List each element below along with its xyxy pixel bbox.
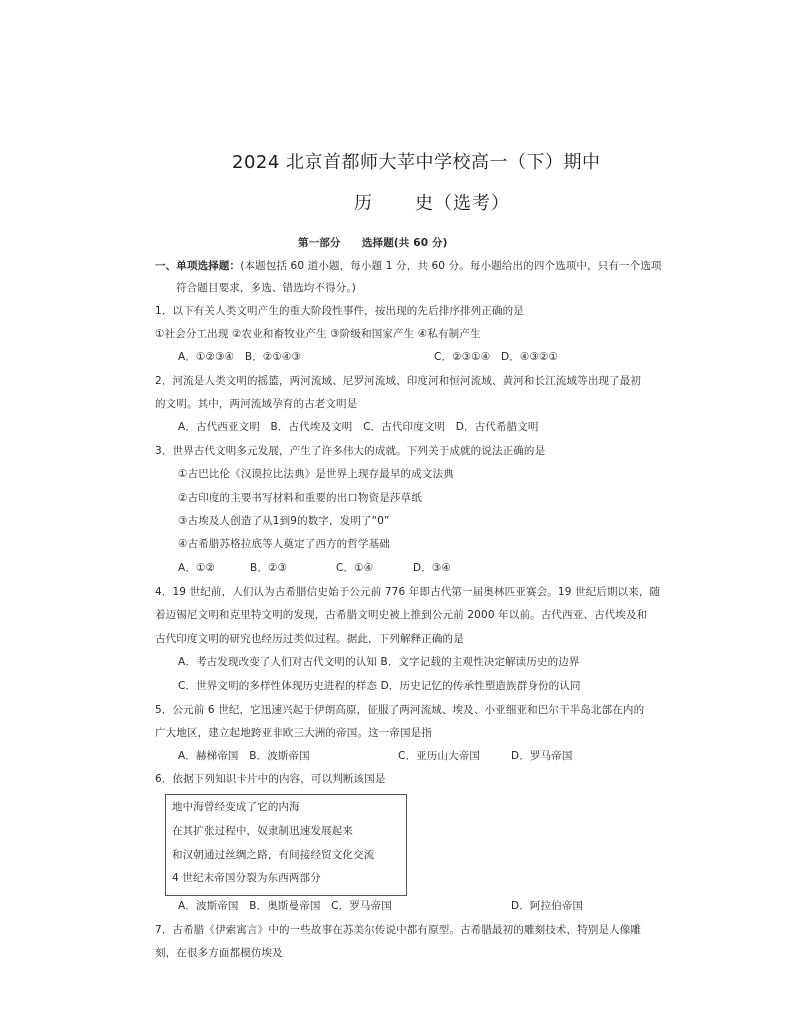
question-4-stem-1: 4．19 世纪前，人们认为古希腊信史始于公元前 776 年即古代第一届奥林匹亚赛会。19 世纪后期以来，随 <box>155 586 661 598</box>
exam-title: 2024 北京首都师大苹中学校高一（下）期中 <box>232 152 601 173</box>
instructions-lead: 一、单项选择题： <box>155 260 241 272</box>
question-3-statement-4: ④古希腊苏格拉底等人奠定了西方的哲学基础 <box>178 538 390 550</box>
question-3-stem: 3．世界古代文明多元发展，产生了许多伟大的成就。下列关于成就的说法正确的是 <box>155 445 546 457</box>
question-5-option-c: C．亚历山大帝国 <box>398 750 481 762</box>
question-6-stem: 6．依据下列知识卡片中的内容，可以判断该国是 <box>155 773 386 785</box>
knowledge-card-line-1: 地中海曾经变成了它的内海 <box>172 801 300 813</box>
instructions-line-2: 符合题目要求，多选、错选均不得分。) <box>176 282 357 294</box>
question-3-option-d: D．③④ <box>413 562 452 574</box>
question-3-option-c: C．①④ <box>336 562 374 574</box>
question-5-stem-1: 5．公元前 6 世纪，它迅速兴起于伊朗高原，征服了两河流域、埃及、小亚细亚和巴尔干半岛北部在内的 <box>155 704 645 716</box>
question-5-stem-2: 广大地区，建立起地跨亚非欧三大洲的帝国。这一帝国是指 <box>155 727 432 739</box>
knowledge-card-line-3: 和汉朝通过丝绸之路，有间接经贸文化交流 <box>172 849 375 861</box>
question-6-option-d: D．阿拉伯帝国 <box>511 900 584 912</box>
question-3-statement-2: ②古印度的主要书写材料和重要的出口物资是莎草纸 <box>178 492 422 504</box>
question-4-options-cd: C．世界文明的多样性体现历史进程的样态 D．历史记忆的传承性塑造族群身份的认同 <box>178 680 581 692</box>
question-2-options: A．古代西亚文明 B．古代埃及文明 C．古代印度文明 D．古代希腊文明 <box>178 421 539 433</box>
question-2-stem-2: 的文明。其中，两河流域孕育的古老文明是 <box>155 398 358 410</box>
question-4-stem-3: 古代印度文明的研究也经历过类似过程。据此，下列解释正确的是 <box>155 633 464 645</box>
question-6-options-abc: A．波斯帝国 B．奥斯曼帝国 C．罗马帝国 <box>178 900 392 912</box>
instructions-line-1 <box>155 259 662 273</box>
question-7-stem-1: 7．古希腊《伊索寓言》中的一些故事在苏美尔传说中都有原型。古希腊最初的雕刻技术，特别是人像雕 <box>155 924 642 936</box>
question-2-stem-1: 2．河流是人类文明的摇篮，两河流域、尼罗河流域、印度河和恒河流域、黄河和长江流域等出现了最初 <box>155 375 642 387</box>
instructions-text: (本题包括 60 道小题，每小题 1 分，共 60 分。每小题给出的四个选项中，只有一个选项 <box>240 260 662 272</box>
question-5-option-d: D．罗马帝国 <box>511 750 573 762</box>
question-1-stem: 1．以下有关人类文明产生的重大阶段性事件，按出现的先后排序排列正确的是 <box>155 305 524 317</box>
question-3-option-b: B．②③ <box>250 562 288 574</box>
knowledge-card-line-2: 在其扩张过程中，奴隶制迅速发展起来 <box>172 825 354 837</box>
subject-label: 史（选考） <box>415 193 510 214</box>
question-1-items: ①社会分工出现 ②农业和畜牧业产生 ③阶级和国家产生 ④私有制产生 <box>155 328 481 340</box>
question-1-options-cd: C．②③①④ D．④③②① <box>434 351 559 363</box>
question-3-option-a: A．①② <box>178 562 216 574</box>
question-4-options-ab: A．考古发现改变了人们对古代文明的认知 B．文字记载的主观性决定解读历史的边界 <box>178 656 580 668</box>
subject-char-1: 历 <box>354 193 373 214</box>
question-4-stem-2: 着迈锡尼文明和克里特文明的发现，古希腊文明史被上推到公元前 2000 年以前。古代西亚、古代埃及和 <box>155 609 648 621</box>
section-heading: 第一部分 选择题(共 60 分) <box>298 237 448 249</box>
question-7-stem-2: 刻，在很多方面都模仿埃及 <box>155 947 283 959</box>
question-5-options-ab: A．赫梯帝国 B．波斯帝国 <box>178 750 310 762</box>
question-3-statement-3: ③古埃及人创造了从1到9的数字，发明了“0” <box>178 515 390 527</box>
question-3-statement-1: ①古巴比伦《汉谟拉比法典》是世界上现存最早的成文法典 <box>178 468 454 480</box>
knowledge-card-line-4: 4 世纪末帝国分裂为东西两部分 <box>172 872 321 884</box>
question-1-options-ab: A．①②③④ B．②①④③ <box>178 351 302 363</box>
